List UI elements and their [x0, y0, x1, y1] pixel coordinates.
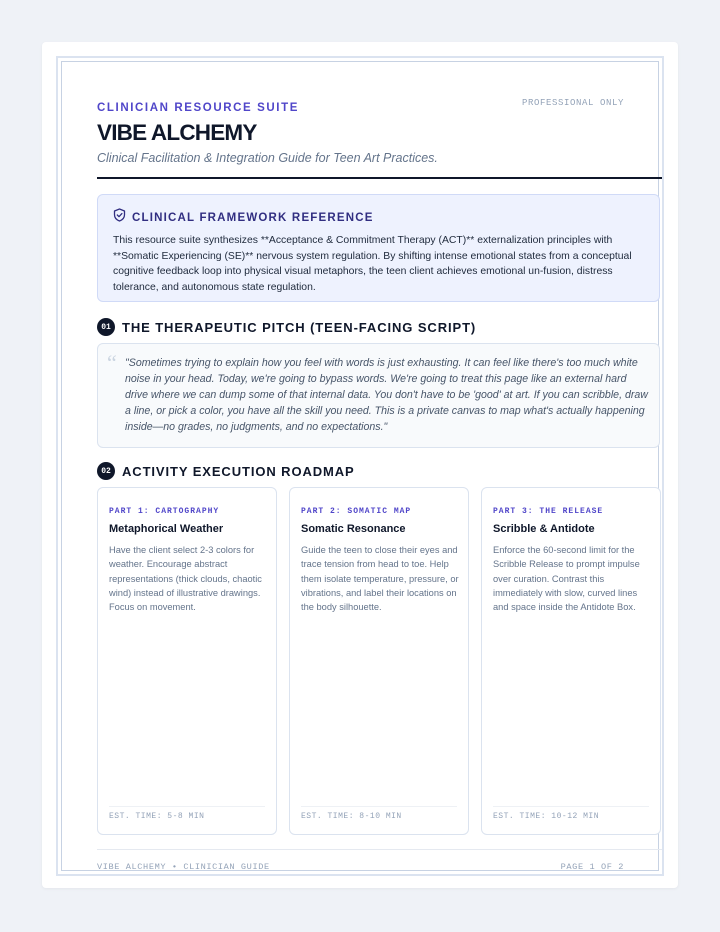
- activity-part-label: PART 3: THE RELEASE: [493, 507, 604, 516]
- page-border: [56, 56, 664, 876]
- framework-callout: [97, 194, 660, 302]
- pitch-script: "Sometimes trying to explain how you feel with words is just exhausting. It can feel like there's too much white noise in your head. Today, we're going to bypass words. We're going to treat this page like an external hard drive where we can dump some of that internal data. You don't have to be 'good' at art. If you can scribble, draw a line, or pick a color, you have all the skill you need. This is a private canvas to map what's actually happening inside—no grades, no judgments, and no expectations.": [125, 357, 648, 434]
- activity-title: Scribble & Antidote: [493, 523, 595, 535]
- activity-description: Enforce the 60-second limit for the Scribble Release to prompt impulse over curation. Contrast this immediately with slow, curved lines and space inside the Antidote Box.: [493, 545, 640, 613]
- professional-badge: PROFESSIONAL ONLY: [521, 98, 624, 108]
- document-page: [42, 42, 678, 888]
- pitch-quote-box: [97, 343, 660, 448]
- card-divider: [301, 806, 457, 807]
- title-divider: [97, 177, 662, 179]
- suite-label: CLINICIAN RESOURCE SUITE: [97, 102, 299, 114]
- activity-title: Metaphorical Weather: [109, 523, 224, 535]
- activity-title: Somatic Resonance: [301, 523, 406, 535]
- section-title: THE THERAPEUTIC PITCH (TEEN-FACING SCRIPT): [122, 319, 477, 335]
- framework-heading-row: [113, 208, 644, 227]
- card-divider: [109, 806, 265, 807]
- activity-time: EST. TIME: 5-8 MIN: [109, 812, 205, 821]
- page-subtitle: Clinical Facilitation & Integration Guide for Teen Art Practices.: [97, 151, 438, 165]
- card-divider: [493, 806, 649, 807]
- activity-card-cartography: [97, 487, 277, 835]
- framework-body: This resource suite synthesizes **Acceptance & Commitment Therapy (ACT)** externalization principles with **Somatic Experiencing (SE)** nervous system regulation. By shifting intense emotional states from a conceptual cognitive feedback loop into physical visual metaphors, the teen client achieves emotional un-fusion, distress tolerance, and autonomous state regulation.: [113, 235, 632, 293]
- page-number: PAGE 1 OF 2: [560, 862, 624, 872]
- page-inner-border: [61, 61, 659, 871]
- activity-part-label: PART 2: SOMATIC MAP: [301, 507, 412, 516]
- section-title: ACTIVITY EXECUTION ROADMAP: [122, 463, 355, 479]
- activity-description: Guide the teen to close their eyes and trace tension from head to toe. Help them isolate temperature, pressure, or vibrations, and label their locations on the body silhouette.: [301, 545, 459, 613]
- section-number-badge: 01: [97, 318, 115, 336]
- footer-doc-label: VIBE ALCHEMY • CLINICIAN GUIDE: [97, 862, 270, 872]
- shield-check-icon: [113, 208, 126, 227]
- section-heading-pitch: [97, 318, 476, 336]
- section-heading-roadmap: [97, 462, 355, 480]
- framework-heading: CLINICAL FRAMEWORK REFERENCE: [132, 211, 374, 224]
- activity-time: EST. TIME: 8-10 MIN: [301, 812, 402, 821]
- activity-part-label: PART 1: CARTOGRAPHY: [109, 507, 220, 516]
- page-title: VIBE ALCHEMY: [97, 120, 257, 145]
- activity-time: EST. TIME: 10-12 MIN: [493, 812, 600, 821]
- quote-mark-icon: “: [107, 350, 117, 375]
- activity-card-somatic-map: [289, 487, 469, 835]
- activity-description: Have the client select 2-3 colors for weather. Encourage abstract representations (thick clouds, chaotic wind) instead of illustrative drawings. Focus on movement.: [109, 545, 262, 613]
- activity-card-release: [481, 487, 661, 835]
- section-number-badge: 02: [97, 462, 115, 480]
- footer-divider: [97, 849, 662, 850]
